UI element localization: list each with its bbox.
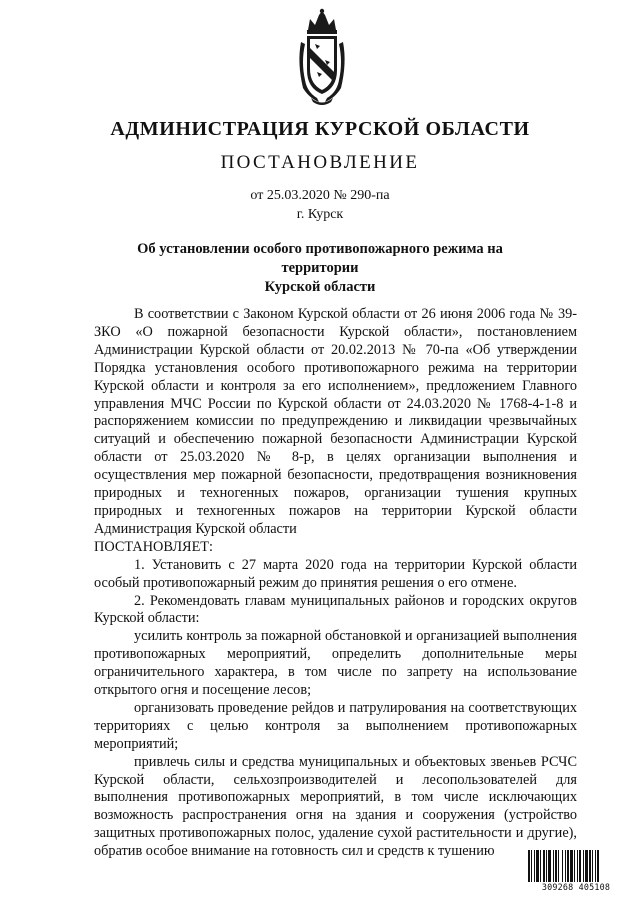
barcode bbox=[527, 850, 625, 894]
barcode-number: 309268 405108 bbox=[541, 882, 611, 892]
preamble-paragraph: В соответствии с Законом Курской области от 26 июня 2006 года № 39-ЗКО «О пожарной безопасности Курской области», постановлением Администрации Курской области от 20.02.2013 № 70-па «Об утверждении Порядка установления особого противопожарного режима на территории Курской области и контроля за его исполнением», предложением Главного управления МЧС России по Курской области от 24.03.2020 № 1768-4-1-8 и распоряжением комиссии по предупреждению и ликвидации чрезвычайных ситуаций и обеспечению пожарной безопасности Администрации Курской области от 25.03.2020 № 8-р, в целях организации выполнения и осуществления мер пожарной безопасности, предотвращения возникновения природных и техногенных пожаров, организации тушения крупных природных и техногенных пожаров на территории Курской области Администрация Курской области bbox=[94, 306, 577, 537]
subitem-paragraph: усилить контроль за пожарной обстановкой и организацией выполнения противопожарных мероприятий, определить дополнительные меры ограничительного характера, в том числе по запрету на использование открытого огня и посещение лесов; bbox=[94, 628, 577, 699]
subject-line: Курской области bbox=[264, 279, 376, 295]
subitem-paragraph: организовать проведение рейдов и патрулирования на соответствующих территориях с целью контроля за выполнением противопожарных мероприятий; bbox=[94, 699, 577, 752]
document-subject bbox=[100, 240, 540, 297]
document-body bbox=[94, 306, 577, 861]
item-paragraph: 1. Установить с 27 марта 2020 года на территории Курской области особый противопожарный режим до принятия решения о его отмене. bbox=[94, 556, 577, 591]
subject-line: Об установлении особого противопожарного режима на территории bbox=[137, 241, 503, 276]
subitem-paragraph: привлечь силы и средства муниципальных и объектовых звеньев РСЧС Курской области, сельхозпроизводителей и лесопользователей для выполнения противопожарных мероприятий, в том числе исключающих возможность распространения огня на здания и сооружения (устройство защитных противопожарных полос, удаление сухой растительности и другие), обратив особое внимание на готовность сил и средств к тушению bbox=[94, 753, 577, 860]
item-paragraph: 2. Рекомендовать главам муниципальных районов и городских округов Курской области: bbox=[94, 592, 577, 627]
coat-of-arms-icon bbox=[295, 8, 349, 108]
organization-title: АДМИНИСТРАЦИЯ КУРСКОЙ ОБЛАСТИ bbox=[110, 118, 530, 140]
barcode-icon bbox=[527, 850, 625, 882]
document-date-number: от 25.03.2020 № 290-па bbox=[250, 188, 390, 203]
document-city: г. Курск bbox=[296, 207, 344, 222]
decree-word: ПОСТАНОВЛЯЕТ: bbox=[94, 538, 214, 555]
document-type: ПОСТАНОВЛЕНИЕ bbox=[220, 152, 420, 173]
